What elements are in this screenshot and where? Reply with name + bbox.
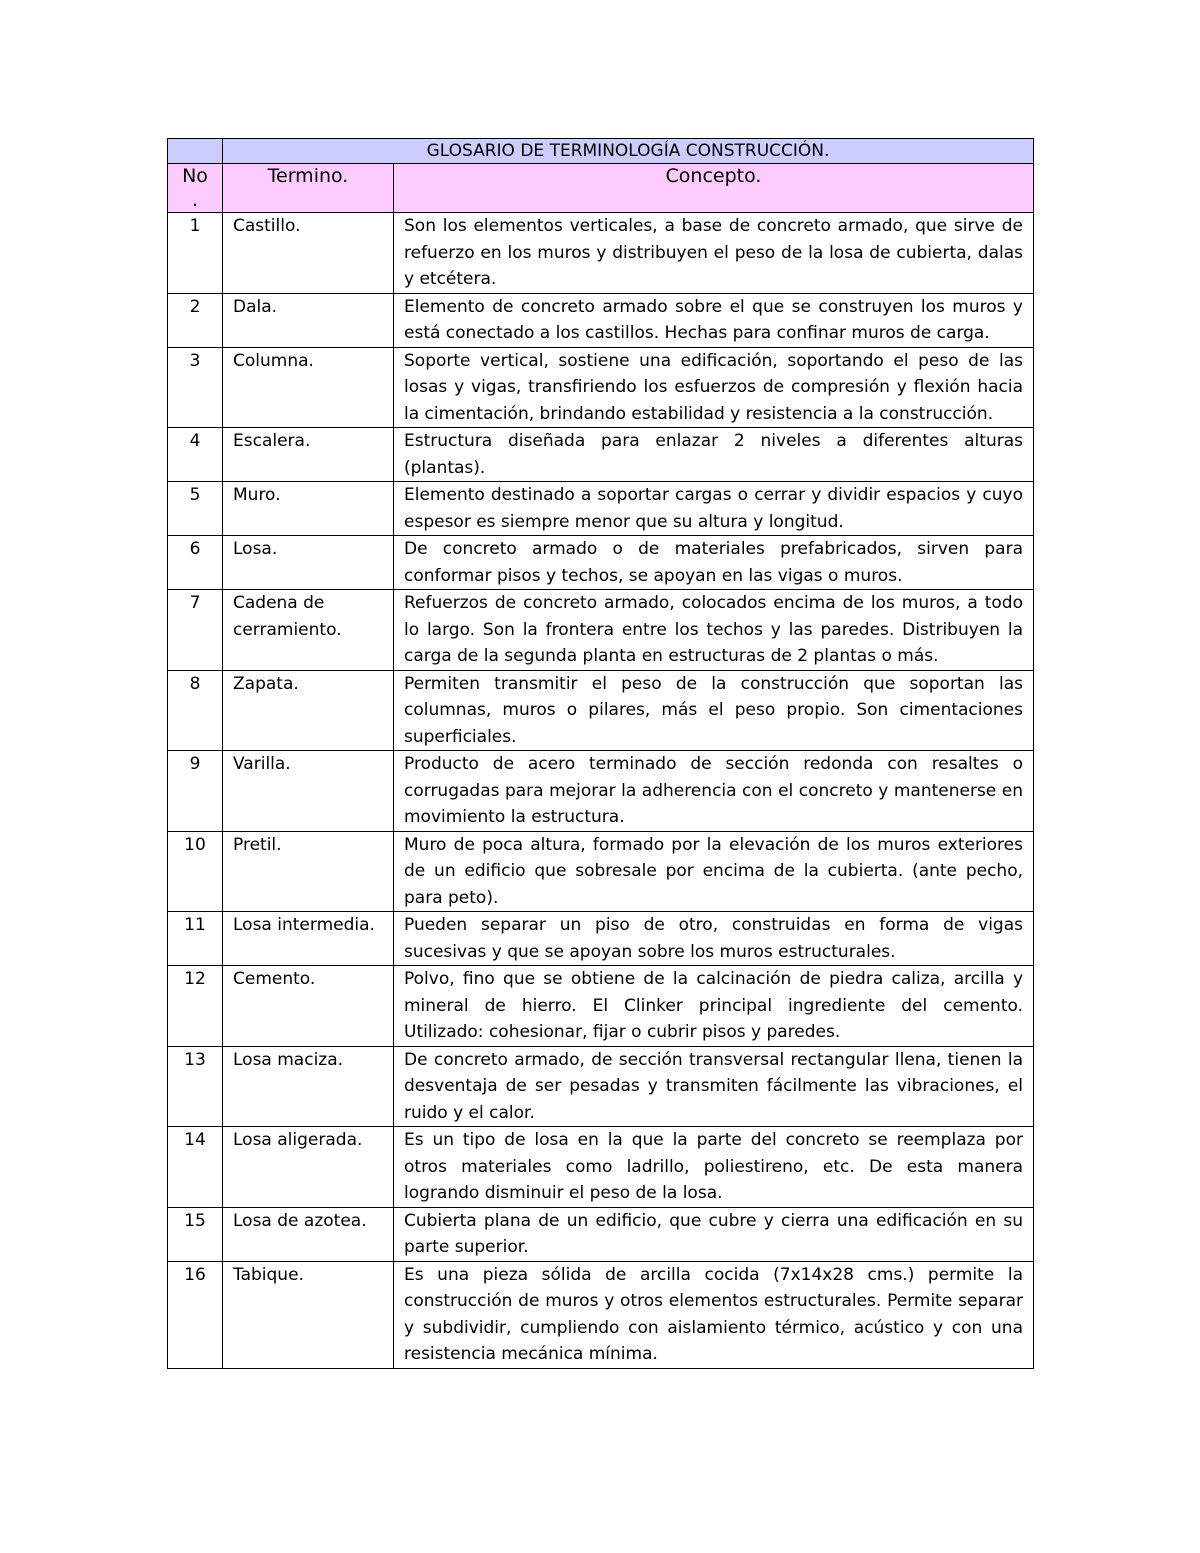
table-row [168, 831, 1034, 912]
table-row [168, 966, 1034, 1047]
title-row [168, 139, 1034, 164]
table-row [168, 536, 1034, 590]
row-number: 16 [168, 1261, 223, 1368]
row-concept: Es una pieza sólida de arcilla cocida (7x14x28 cms.) permite la construcción de muros y otros elementos estructurales. Permite separar y subdividir, cumpliendo con aislamiento térmico, acústico y con una resistencia mecánica mínima. [394, 1261, 1034, 1368]
row-term: Muro. [223, 482, 394, 536]
row-number: 5 [168, 482, 223, 536]
table-row [168, 670, 1034, 751]
table-row [168, 590, 1034, 671]
row-concept: Pueden separar un piso de otro, construidas en forma de vigas sucesivas y que se apoyan sobre los muros estructurales. [394, 912, 1034, 966]
row-concept: Elemento destinado a soportar cargas o cerrar y dividir espacios y cuyo espesor es siempre menor que su altura y longitud. [394, 482, 1034, 536]
row-concept: Son los elementos verticales, a base de concreto armado, que sirve de refuerzo en los muros y distribuyen el peso de la losa de cubierta, dalas y etcétera. [394, 213, 1034, 294]
table-row [168, 1127, 1034, 1208]
row-term: Losa. [223, 536, 394, 590]
row-number: 10 [168, 831, 223, 912]
row-concept: Es un tipo de losa en la que la parte del concreto se reemplaza por otros materiales como ladrillo, poliestireno, etc. De esta manera logrando disminuir el peso de la losa. [394, 1127, 1034, 1208]
row-number: 8 [168, 670, 223, 751]
row-term: Zapata. [223, 670, 394, 751]
header-no-label: No . [182, 165, 208, 211]
row-number: 1 [168, 213, 223, 294]
row-concept: Refuerzos de concreto armado, colocados encima de los muros, a todo lo largo. Son la frontera entre los techos y las paredes. Distribuyen la carga de la segunda planta en estructuras de 2 plantas o más. [394, 590, 1034, 671]
row-term: Pretil. [223, 831, 394, 912]
glossary-title: GLOSARIO DE TERMINOLOGÍA CONSTRUCCIÓN. [223, 139, 1034, 164]
table-row [168, 1046, 1034, 1127]
row-term: Castillo. [223, 213, 394, 294]
row-number: 15 [168, 1207, 223, 1261]
row-number: 4 [168, 428, 223, 482]
table-row [168, 751, 1034, 832]
row-number: 3 [168, 347, 223, 428]
row-number: 2 [168, 293, 223, 347]
row-term: Losa de azotea. [223, 1207, 394, 1261]
row-number: 13 [168, 1046, 223, 1127]
row-number: 7 [168, 590, 223, 671]
row-concept: Producto de acero terminado de sección redonda con resaltes o corrugadas para mejorar la adherencia con el concreto y mantenerse en movimiento la estructura. [394, 751, 1034, 832]
table-row [168, 213, 1034, 294]
row-term: Varilla. [223, 751, 394, 832]
row-term: Dala. [223, 293, 394, 347]
row-term: Losa maciza. [223, 1046, 394, 1127]
row-number: 6 [168, 536, 223, 590]
row-concept: Cubierta plana de un edificio, que cubre y cierra una edificación en su parte superior. [394, 1207, 1034, 1261]
table-row [168, 1207, 1034, 1261]
row-concept: Elemento de concreto armado sobre el que se construyen los muros y está conectado a los castillos. Hechas para confinar muros de carga. [394, 293, 1034, 347]
row-term: Cadena de cerramiento. [223, 590, 394, 671]
table-row [168, 1261, 1034, 1368]
row-concept: De concreto armado, de sección transversal rectangular llena, tienen la desventaja de ser pesadas y transmiten fácilmente las vibraciones, el ruido y el calor. [394, 1046, 1034, 1127]
table-row [168, 293, 1034, 347]
table-row [168, 912, 1034, 966]
table-row [168, 428, 1034, 482]
row-term: Escalera. [223, 428, 394, 482]
row-term: Losa intermedia. [223, 912, 394, 966]
row-number: 9 [168, 751, 223, 832]
header-row [168, 164, 1034, 213]
title-spacer-cell [168, 139, 223, 164]
row-term: Tabique. [223, 1261, 394, 1368]
row-concept: Estructura diseñada para enlazar 2 niveles a diferentes alturas (plantas). [394, 428, 1034, 482]
row-concept: Muro de poca altura, formado por la elevación de los muros exteriores de un edificio que sobresale por encima de la cubierta. (ante pecho, para peto). [394, 831, 1034, 912]
header-concept: Concepto. [394, 164, 1034, 213]
row-number: 14 [168, 1127, 223, 1208]
glossary-table [167, 138, 1034, 1369]
row-concept: Permiten transmitir el peso de la construcción que soportan las columnas, muros o pilares, más el peso propio. Son cimentaciones superficiales. [394, 670, 1034, 751]
row-concept: Soporte vertical, sostiene una edificación, soportando el peso de las losas y vigas, transfiriendo los esfuerzos de compresión y flexión hacia la cimentación, brindando estabilidad y resistencia a la construcción. [394, 347, 1034, 428]
row-term: Cemento. [223, 966, 394, 1047]
row-number: 12 [168, 966, 223, 1047]
header-no [168, 164, 223, 213]
row-term: Columna. [223, 347, 394, 428]
row-number: 11 [168, 912, 223, 966]
table-row [168, 482, 1034, 536]
row-concept: Polvo, fino que se obtiene de la calcinación de piedra caliza, arcilla y mineral de hierro. El Clinker principal ingrediente del cemento. Utilizado: cohesionar, fijar o cubrir pisos y paredes. [394, 966, 1034, 1047]
table-row [168, 347, 1034, 428]
row-term: Losa aligerada. [223, 1127, 394, 1208]
header-term: Termino. [223, 164, 394, 213]
glossary-body [168, 139, 1034, 1369]
row-concept: De concreto armado o de materiales prefabricados, sirven para conformar pisos y techos, se apoyan en las vigas o muros. [394, 536, 1034, 590]
